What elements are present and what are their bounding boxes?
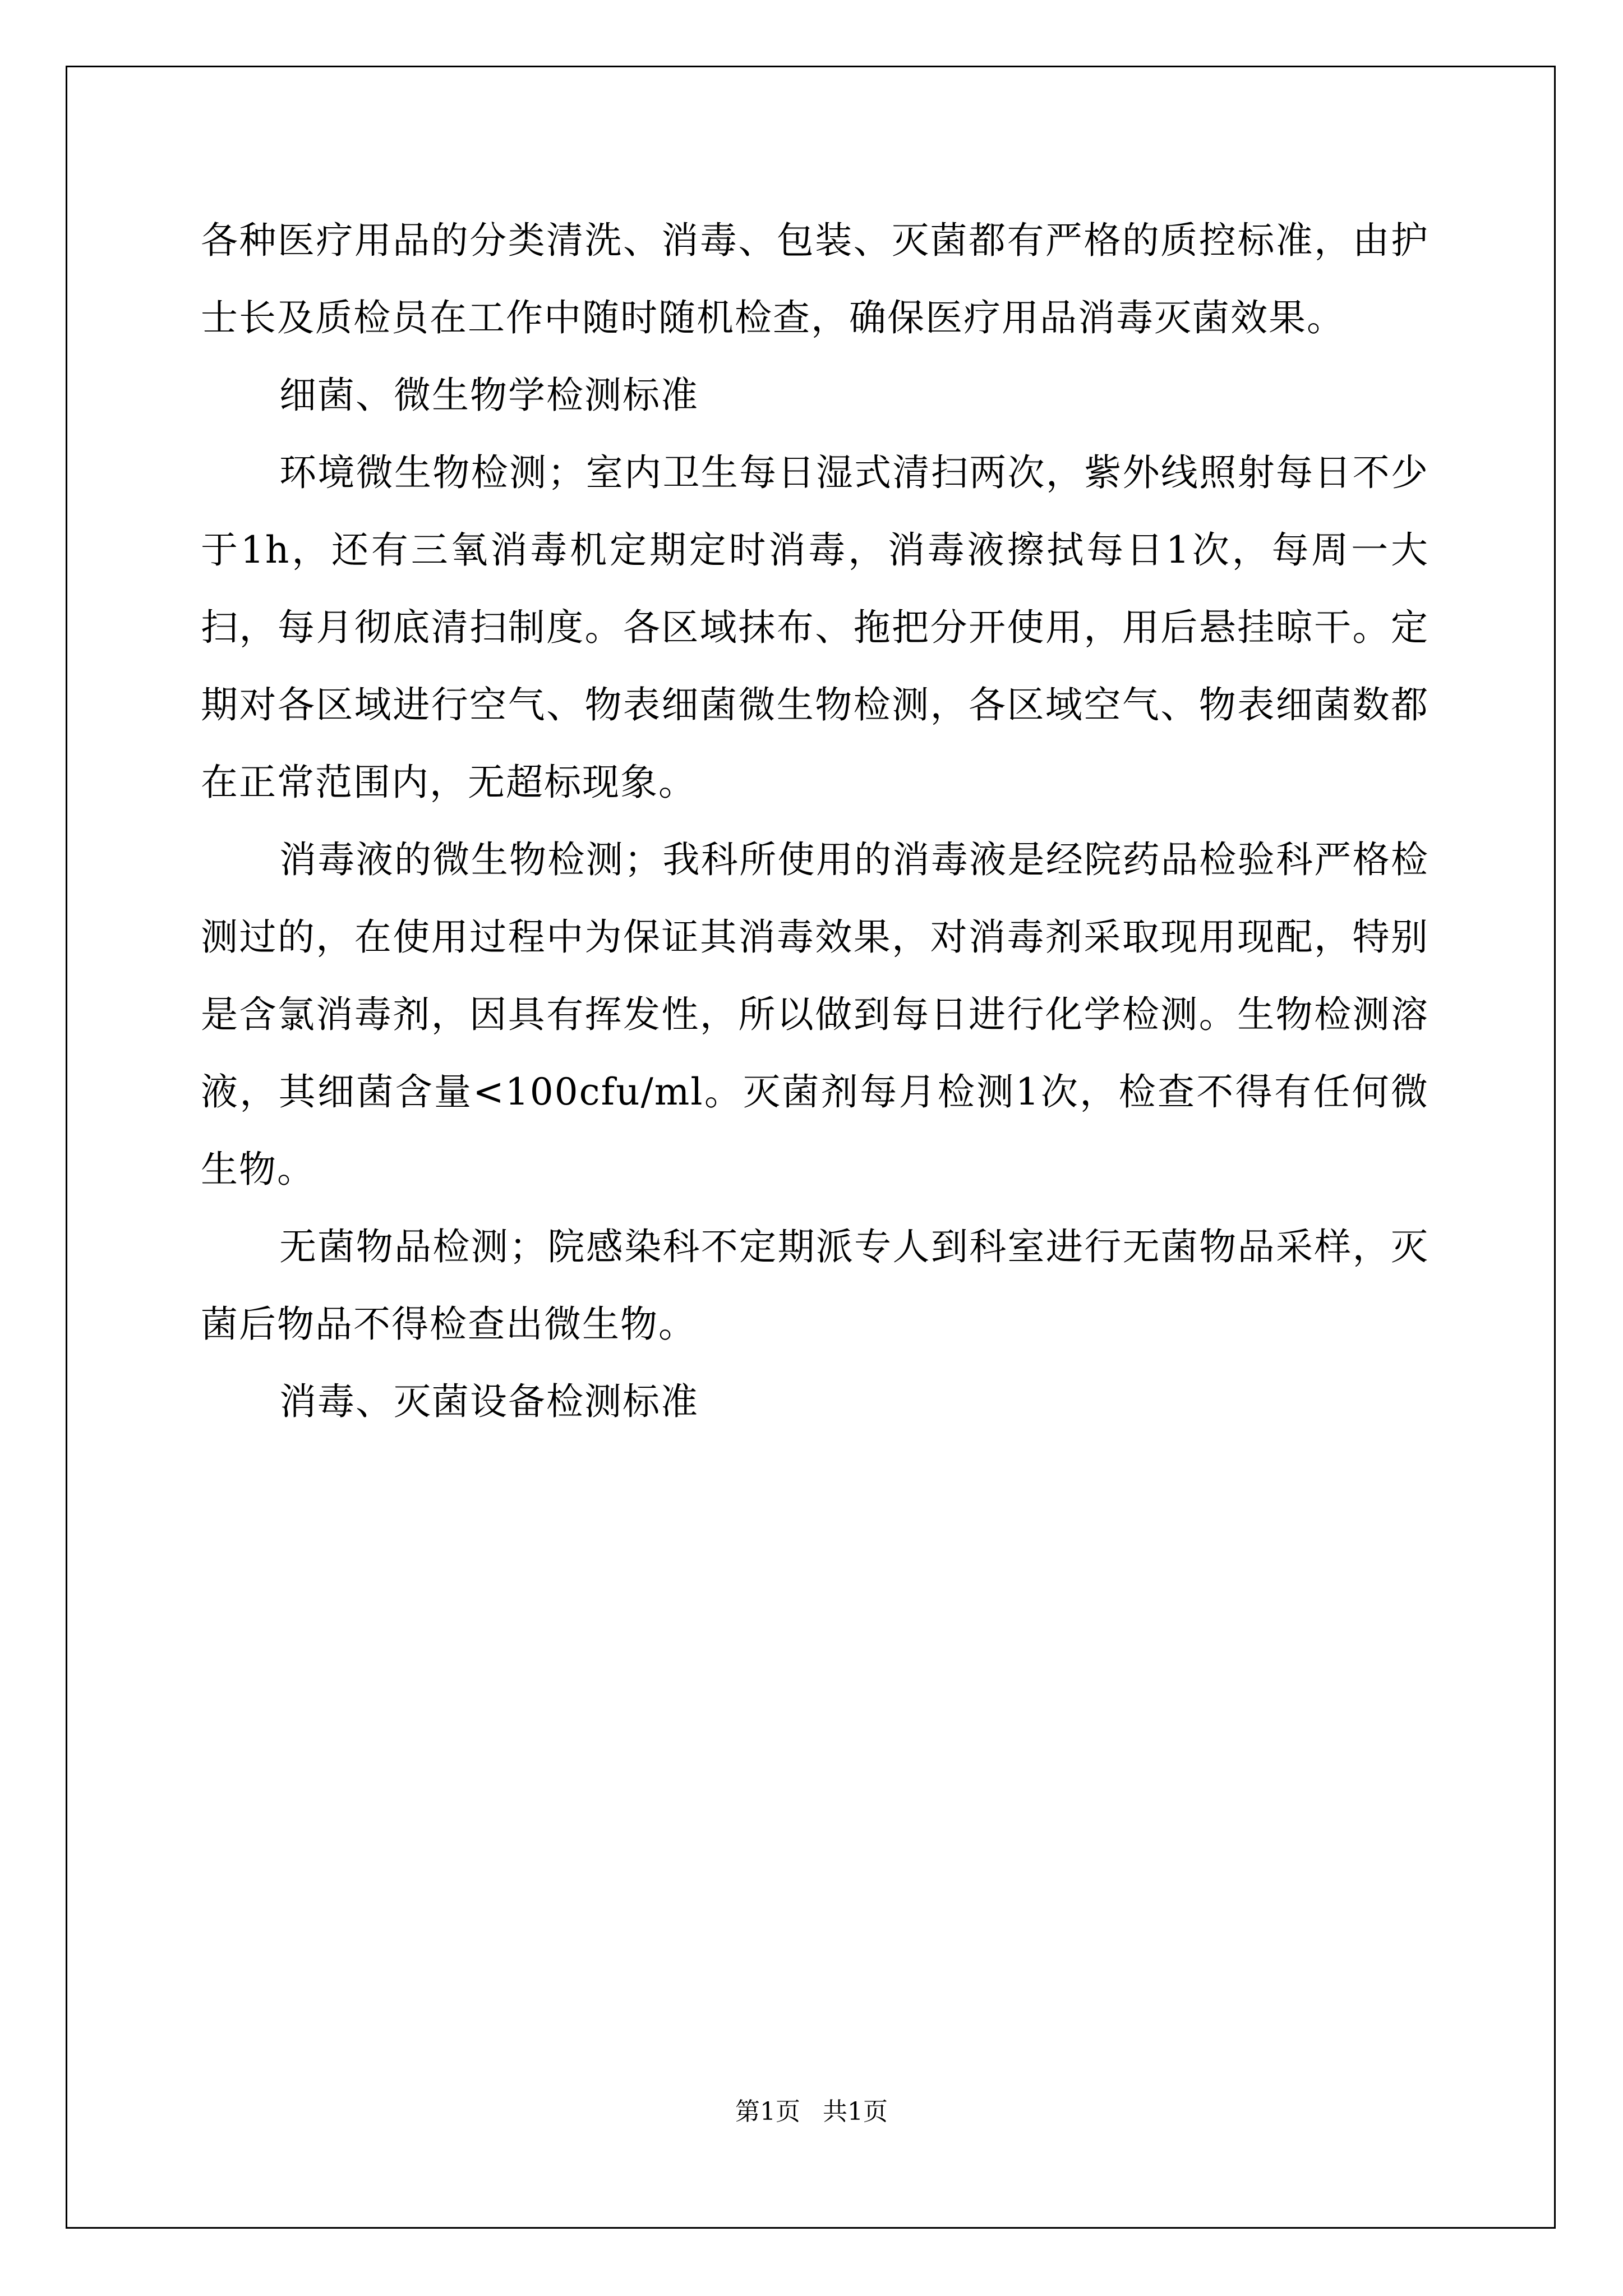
heading-microbiology-standards: 细菌、微生物学检测标准 [279, 374, 699, 417]
paragraph-environment-testing: 环境微生物检测；室内卫生每日湿式清扫两次，紫外线照射每日不少于1h，还有三氧消毒机定期定时消毒，消毒液擦拭每日1次，每周一大扫，每月彻底清扫制度。各区域抹布、拖把分开使用，用后悬挂晾干。定期对各区域进行空气、物表细菌微生物检测，各区域空气、物表细菌数都在正常范围内，无超标现象。 [201, 451, 1429, 804]
page-number-current: 第1页 [735, 2097, 800, 2126]
heading-equipment-standards: 消毒、灭菌设备检测标准 [279, 1380, 699, 1423]
document-body [201, 202, 1429, 1441]
page-footer [0, 2095, 1623, 2129]
page-number-total: 共1页 [823, 2097, 888, 2126]
paragraph-disinfectant-testing: 消毒液的微生物检测；我科所使用的消毒液是经院药品检验科严格检测过的，在使用过程中为保证其消毒效果，对消毒剂采取现用现配，特别是含氯消毒剂，因具有挥发性，所以做到每日进行化学检测。生物检测溶液，其细菌含量<100cfu/ml。灭菌剂每月检测1次，检查不得有任何微生物。 [201, 838, 1429, 1191]
paragraph-quality-control: 各种医疗用品的分类清洗、消毒、包装、灭菌都有严格的质控标准，由护士长及质检员在工作中随时随机检查，确保医疗用品消毒灭菌效果。 [201, 219, 1429, 339]
paragraph-sterile-items-testing: 无菌物品检测；院感染科不定期派专人到科室进行无菌物品采样，灭菌后物品不得检查出微生物。 [201, 1225, 1429, 1346]
